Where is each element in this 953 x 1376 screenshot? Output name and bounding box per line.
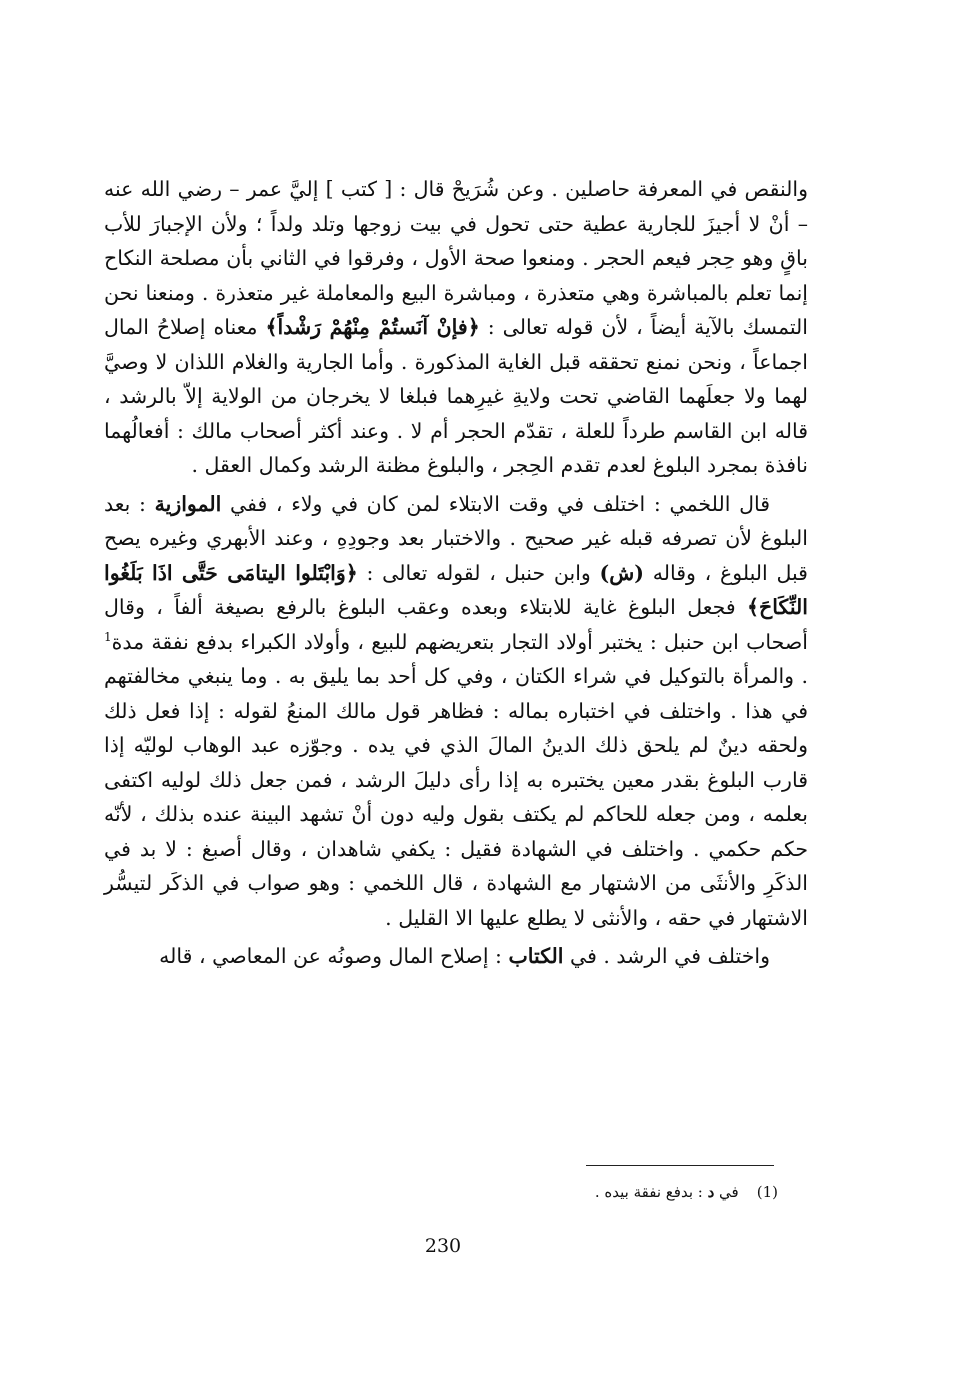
paragraph-3-text-b: : إصلاح المال وصونُه عن المعاصي ، قاله bbox=[159, 944, 509, 968]
paragraph-2-text-b: : بعد البلوغ لأن تصرفه قبله غير صحيح . والاختبار بعد وجودِهِ ، وعند الأبهري وغيره يصح قبل البلوغ ، وقاله bbox=[104, 491, 808, 585]
main-text bbox=[104, 172, 808, 974]
footnote-text: : بدفع نفقة بيده . bbox=[594, 1183, 708, 1201]
paragraph-1-text-a: والنقص في المعرفة حاصلين . وعن شُرَيحْ قال : [ كتب ] إليَّ عمر – رضي الله عنه – أنْ لا أجيزَ للجارية عطية حتى تحول في بيت زوجها وتلد ولداً ؛ ولأن الإجبارَ للأب باقٍ وهو حِجر فيعم الحجر . ومنعوا صحة الأول ، وفرقوا في الثاني بأن مصلحة النكاح إنما تعلم بالمباشرة وهي متعذرة ، ومباشرة البيع والمعاملة غير متعذرة . ومنعنا نحن التمسك بالآية أيضاً ، لأن قوله تعالى : bbox=[104, 177, 808, 339]
footnote-reference: 1 bbox=[104, 629, 112, 644]
footnote bbox=[400, 1180, 778, 1204]
paragraph-1 bbox=[104, 172, 808, 483]
quran-verse-2: ﴿وَابْتَلوا اليتامَى حَتَّى اذَا بَلَغُوا النِّكَاحَ﴾ bbox=[104, 560, 808, 619]
paragraph-2 bbox=[104, 487, 808, 936]
source-mawaziya: الموازية bbox=[154, 491, 222, 516]
paragraph-1-text-b: معناه إصلاحُ المال اجماعاً ، ونحن نمنع تحققه قبل الغاية المذكورة . وأما الجارية والغلام اللذان لا وصيَّ لهما ولا جعلَهما القاضي تحت ولايةِ غيرِهما فبلغا لا يخرجان من الولاية إلاّ بالرشد ، قاله ابن القاسم طرداً للعلة ، تقدّم الحجر أم لا . وعند أكثر أصحاب مالك : أفعالُهما نافذة بمجرد البلوغ لعدم تقدم الحِجر ، والبلوغ مظنة الرشد وكمال العقل . bbox=[104, 315, 808, 477]
page-number: 230 bbox=[424, 1235, 462, 1257]
footnote-source: د bbox=[707, 1183, 715, 1201]
paragraph-3-text-a: واختلف في الرشد . في bbox=[563, 944, 770, 968]
paragraph-3 bbox=[104, 939, 808, 974]
quran-verse-1: ﴿فإنْ آنَستُمْ مِنْهُمْ رَشْداً﴾ bbox=[265, 315, 480, 339]
source-kitab: الكتاب bbox=[508, 944, 564, 968]
paragraph-2-text-c: وابن حنبل ، لقوله تعالى : bbox=[357, 560, 600, 585]
paragraph-2-text-a: قال اللخمي : اختلف في وقت الابتلاء لمن كان في ولاء ، ففي bbox=[221, 491, 771, 516]
paragraph-2-text-e: . والمرأة بالتوكيل في شراء الكتان ، وفي كل أحد بما يليق به . وما ينبغي مخالفتهم في هذا . واختلف في اختباره بماله : فظاهر قول مالك المنعُ لقوله : إذا فعل ذلك ولحقه دينٌ لم يلحق ذلك الدينُ المالَ الذي في يده . وجوّزه عبد الوهاب لوليّه إذا قارب البلوغ بقدر معين يختبره به إذا رأى دليلَ الرشد ، فمن جعل ذلك لوليه اكتفى بعلمه ، ومن جعله للحاكم لم يكتف بقول وليه دون أنْ تشهد البينة عنده بذلك ، لأنّه حكم حكمي . واختلف في الشهادة فقيل : يكفي شاهدان ، وقال أصبغ : لا بد في الذكَرِ والأنثَى من الاشتهار مع الشهادة ، قال اللخمي : وهو صواب في الذكَر لتيسُّر الاشتهار في حقه ، والأنثى لا يطلع عليها الا القليل . bbox=[104, 664, 808, 930]
footnote-divider bbox=[586, 1165, 774, 1166]
source-shafii-abbrev: (ش) bbox=[599, 560, 644, 585]
paragraph-2-text-d: فجعل البلوغ غاية للابتلاء وبعده وعقب البلوغ بالرفع بصيغة ألفاً ، وقال أصحاب ابن حنبل : يختبر أولاد التجار بتعريضهم للبيع ، وأولاد الكبراء بدفع نفقة مدة bbox=[104, 595, 808, 654]
footnote-prefix: في bbox=[714, 1183, 739, 1201]
footnote-number: (1) bbox=[756, 1183, 778, 1201]
